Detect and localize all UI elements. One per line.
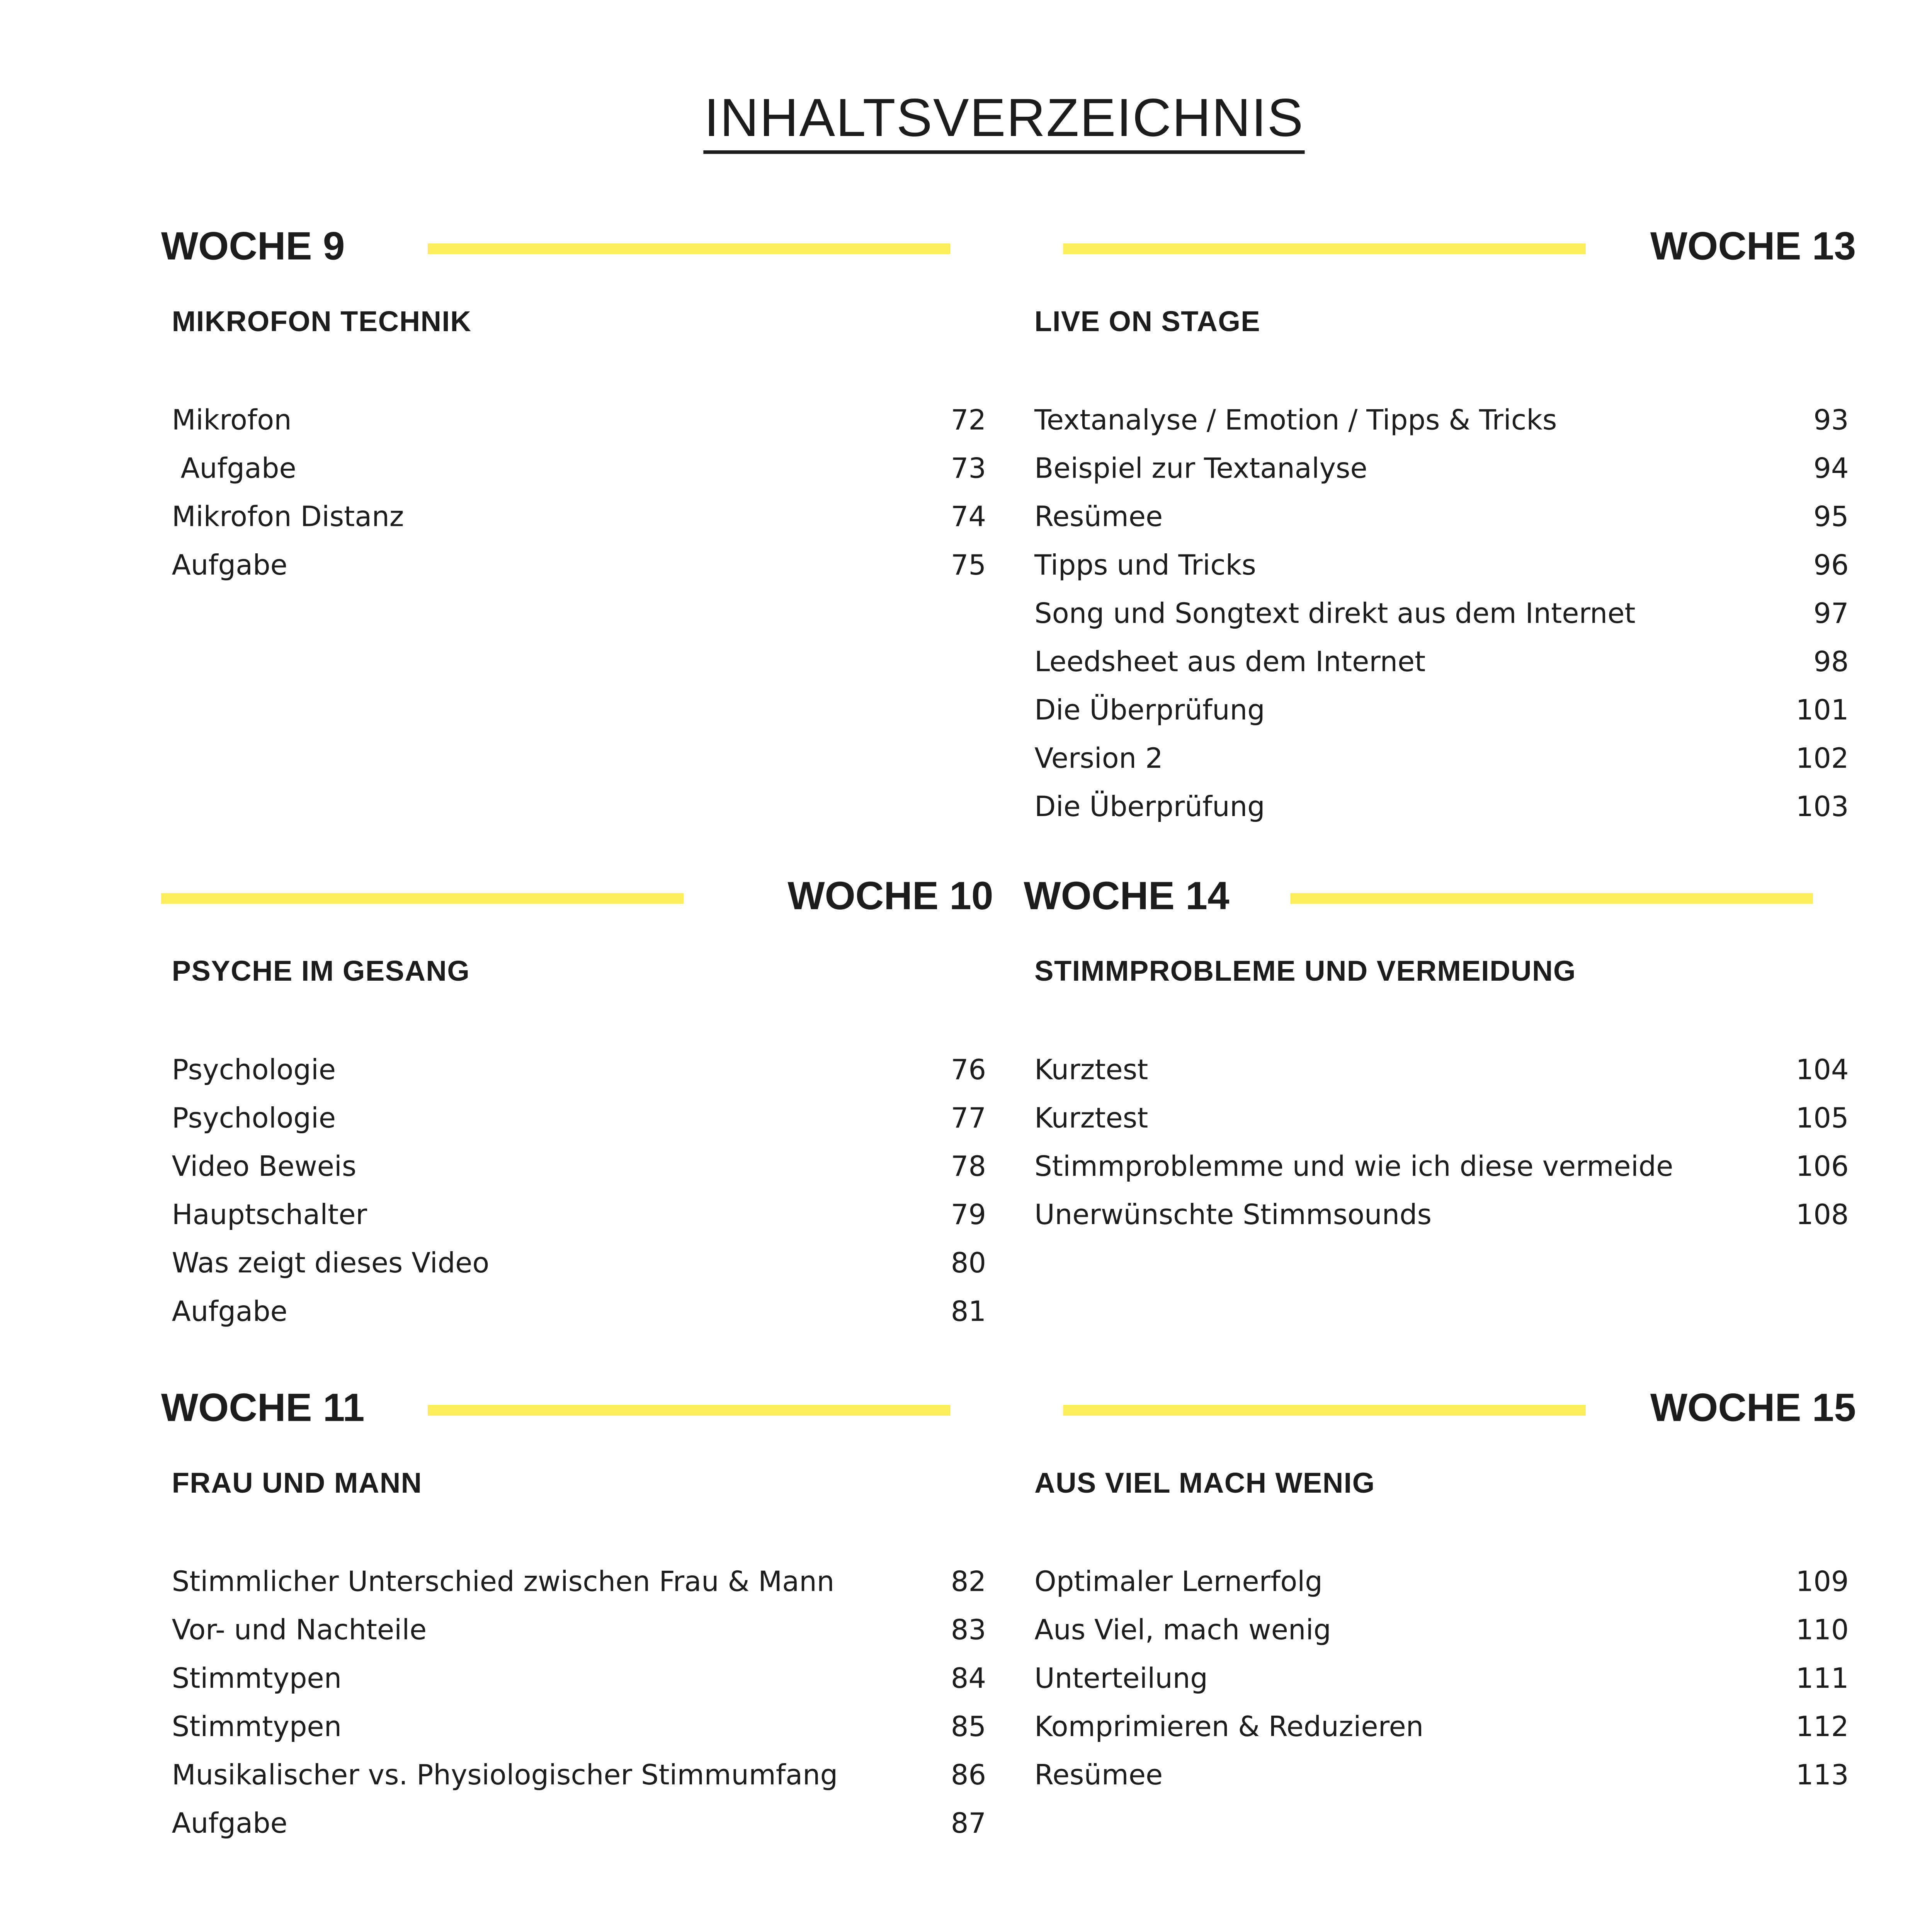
- entry-page-number: 74: [951, 501, 986, 534]
- toc-entry: [1031, 1047, 1849, 1095]
- topic-title: MIKROFON TECHNIK: [172, 308, 472, 338]
- week-header: [161, 1383, 986, 1448]
- entry-label: Song und Songtext direkt aus dem Internet: [1034, 598, 1636, 630]
- toc-entry: [1031, 494, 1849, 542]
- entry-page-number: 87: [951, 1808, 986, 1840]
- toc-entry: [1031, 1655, 1849, 1704]
- toc-list: [1031, 1559, 1849, 1800]
- entry-label: Version 2: [1034, 743, 1163, 775]
- accent-bar: [428, 1405, 950, 1416]
- toc-entry: [168, 1801, 986, 1849]
- week-heading: WOCHE 13: [1650, 223, 1856, 269]
- entry-label: Psychologie: [172, 1102, 336, 1135]
- entry-label: Musikalischer vs. Physiologischer Stimmumfang: [172, 1759, 838, 1792]
- entry-page-number: 101: [1796, 694, 1849, 727]
- entry-page-number: 77: [951, 1102, 986, 1135]
- toc-entry: [1031, 687, 1849, 736]
- toc-entry: [168, 1095, 986, 1144]
- accent-bar: [1291, 893, 1813, 904]
- entry-label: Stimmproblemme und wie ich diese vermeide: [1034, 1151, 1673, 1183]
- topic-title: LIVE ON STAGE: [1034, 308, 1261, 338]
- entry-label: Die Überprüfung: [1034, 791, 1265, 823]
- entry-label: Hauptschalter: [172, 1199, 367, 1231]
- toc-entry: [1031, 542, 1849, 590]
- entry-page-number: 111: [1796, 1662, 1849, 1695]
- entry-page-number: 80: [951, 1247, 986, 1280]
- topic-title: PSYCHE IM GESANG: [172, 957, 470, 988]
- topic-title: FRAU UND MANN: [172, 1469, 422, 1500]
- page-title: INHALTSVERZEICHNIS: [0, 90, 1932, 150]
- entry-page-number: 102: [1796, 743, 1849, 775]
- week-header: [161, 222, 986, 286]
- entry-label: Unterteilung: [1034, 1662, 1208, 1695]
- toc-entry: [1031, 590, 1849, 639]
- entry-page-number: 84: [951, 1662, 986, 1695]
- week-section: [1024, 872, 1849, 1240]
- week-section: [161, 222, 986, 590]
- entry-label: Resümee: [1034, 501, 1163, 534]
- toc-entry: [168, 1752, 986, 1801]
- toc-entry: [168, 1607, 986, 1655]
- week-heading: WOCHE 11: [161, 1385, 365, 1430]
- entry-label: Leedsheet aus dem Internet: [1034, 646, 1426, 679]
- toc-entry: [1031, 1704, 1849, 1752]
- toc-entry: [1031, 1607, 1849, 1655]
- toc-entry: [1031, 1144, 1849, 1192]
- entry-label: Stimmlicher Unterschied zwischen Frau & Mann: [172, 1566, 835, 1599]
- entry-page-number: 112: [1796, 1711, 1849, 1743]
- entry-label: Vor- und Nachteile: [172, 1614, 427, 1647]
- entry-label: Aufgabe: [172, 1296, 287, 1328]
- toc-entry: [168, 494, 986, 542]
- entry-label: Aufgabe: [172, 549, 287, 582]
- toc-entry: [1031, 784, 1849, 832]
- entry-label: Video Beweis: [172, 1151, 357, 1183]
- entry-page-number: 79: [951, 1199, 986, 1231]
- accent-bar: [161, 893, 684, 904]
- week-header: [1031, 222, 1856, 286]
- entry-label: Psychologie: [172, 1054, 336, 1087]
- entry-page-number: 108: [1796, 1199, 1849, 1231]
- toc-list: [168, 1559, 986, 1849]
- entry-label: Stimmtypen: [172, 1711, 342, 1743]
- entry-label: Stimmtypen: [172, 1662, 342, 1695]
- entry-page-number: 113: [1796, 1759, 1849, 1792]
- toc-list: [168, 397, 986, 590]
- entry-page-number: 72: [951, 404, 986, 437]
- week-section: [1031, 1383, 1856, 1800]
- entry-page-number: 105: [1796, 1102, 1849, 1135]
- entry-page-number: 94: [1813, 452, 1849, 485]
- toc-entry: [168, 1559, 986, 1607]
- entry-label: Was zeigt dieses Video: [172, 1247, 490, 1280]
- entry-page-number: 93: [1813, 404, 1849, 437]
- entry-page-number: 109: [1796, 1566, 1849, 1599]
- entry-label: Komprimieren & Reduzieren: [1034, 1711, 1424, 1743]
- entry-page-number: 98: [1813, 646, 1849, 679]
- week-heading: WOCHE 10: [787, 873, 993, 918]
- entry-page-number: 73: [951, 452, 986, 485]
- entry-label: Unerwünschte Stimmsounds: [1034, 1199, 1432, 1231]
- toc-entry: [1031, 639, 1849, 687]
- toc-entry: [1031, 1559, 1849, 1607]
- entry-page-number: 78: [951, 1151, 986, 1183]
- week-header: [1031, 1383, 1856, 1448]
- week-heading: WOCHE 14: [1024, 873, 1230, 918]
- toc-entry: [1031, 1192, 1849, 1240]
- toc-entry: [168, 1047, 986, 1095]
- entry-page-number: 110: [1796, 1614, 1849, 1647]
- toc-entry: [1031, 446, 1849, 494]
- entry-page-number: 104: [1796, 1054, 1849, 1087]
- week-heading: WOCHE 9: [161, 223, 345, 269]
- entry-label: Die Überprüfung: [1034, 694, 1265, 727]
- toc-list: [168, 1047, 986, 1337]
- week-section: [1031, 222, 1856, 832]
- entry-page-number: 85: [951, 1711, 986, 1743]
- toc-entry: [168, 1289, 986, 1337]
- entry-page-number: 103: [1796, 791, 1849, 823]
- entry-label: Optimaler Lernerfolg: [1034, 1566, 1323, 1599]
- entry-page-number: 75: [951, 549, 986, 582]
- week-header: [168, 872, 993, 936]
- entry-label: Aufgabe: [172, 1808, 287, 1840]
- topic-title: AUS VIEL MACH WENIG: [1034, 1469, 1375, 1500]
- entry-page-number: 81: [951, 1296, 986, 1328]
- entry-label: Textanalyse / Emotion / Tipps & Tricks: [1034, 404, 1557, 437]
- entry-page-number: 76: [951, 1054, 986, 1087]
- toc-list: [1031, 1047, 1849, 1240]
- toc-entry: [1031, 736, 1849, 784]
- accent-bar: [1063, 1405, 1585, 1416]
- entry-page-number: 106: [1796, 1151, 1849, 1183]
- entry-page-number: 86: [951, 1759, 986, 1792]
- toc-entry: [168, 397, 986, 446]
- entry-label: Beispiel zur Textanalyse: [1034, 452, 1367, 485]
- toc-entry: [1031, 1752, 1849, 1801]
- entry-label: Resümee: [1034, 1759, 1163, 1792]
- toc-entry: [1031, 397, 1849, 446]
- topic-title: STIMMPROBLEME UND VERMEIDUNG: [1034, 957, 1576, 988]
- entry-page-number: 96: [1813, 549, 1849, 582]
- toc-entry: [168, 1144, 986, 1192]
- entry-label: Mikrofon: [172, 404, 292, 437]
- week-heading: WOCHE 15: [1650, 1385, 1856, 1430]
- accent-bar: [428, 243, 950, 254]
- entry-label: Mikrofon Distanz: [172, 501, 404, 534]
- entry-label: Aus Viel, mach wenig: [1034, 1614, 1331, 1647]
- toc-entry: [168, 1655, 986, 1704]
- entry-label: Aufgabe: [172, 452, 296, 485]
- week-section: [168, 872, 993, 1337]
- accent-bar: [1063, 243, 1585, 254]
- entry-label: Kurztest: [1034, 1102, 1148, 1135]
- entry-label: Kurztest: [1034, 1054, 1148, 1087]
- week-section: [161, 1383, 986, 1849]
- entry-page-number: 95: [1813, 501, 1849, 534]
- entry-page-number: 82: [951, 1566, 986, 1599]
- entry-label: Tipps und Tricks: [1034, 549, 1256, 582]
- toc-list: [1031, 397, 1849, 832]
- toc-entry: [168, 1704, 986, 1752]
- toc-entry: [1031, 1095, 1849, 1144]
- week-header: [1024, 872, 1849, 936]
- entry-page-number: 83: [951, 1614, 986, 1647]
- entry-page-number: 97: [1813, 598, 1849, 630]
- toc-entry: [168, 1240, 986, 1289]
- toc-entry: [168, 542, 986, 590]
- toc-entry: [168, 1192, 986, 1240]
- toc-entry: [168, 446, 986, 494]
